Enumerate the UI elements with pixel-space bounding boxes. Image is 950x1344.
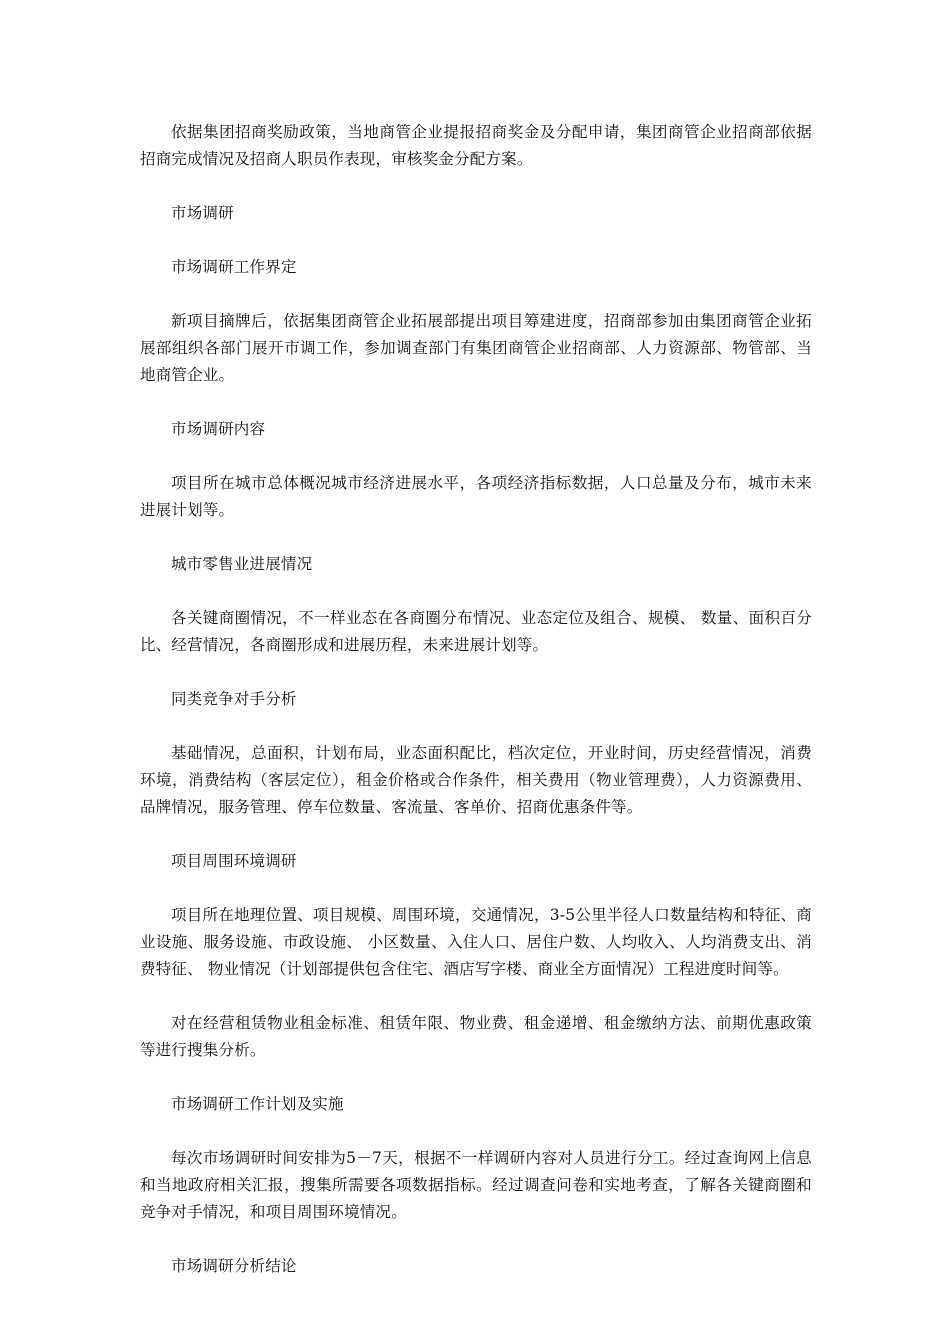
paragraph-surroundings-research: 项目所在地理位置、项目规模、周围环境，交通情况，3-5公里半径人口数量结构和特征、商业设施、服务设施、市政设施、 小区数量、入住人口、居住户数、人均收入、人均消费支出、消费特征、 物业情况（计划部提供包含住宅、酒店写字楼、商业全方面情况）工程进度时间等。 [140, 906, 812, 978]
paragraph-city-overview: 项目所在城市总体概况城市经济进展水平，各项经济指标数据，人口总量及分布，城市未来进展计划等。 [140, 474, 812, 519]
heading-market-research: 市场调研 [171, 204, 234, 222]
paragraph-rental-analysis: 对在经营租赁物业租金标准、租赁年限、物业费、租金递增、租金缴纳方法、前期优惠政策等进行搜集分析。 [140, 1014, 812, 1059]
paragraph-retail-development: 各关键商圈情况，不一样业态在各商圈分布情况、业态定位及组合、规模、 数量、面积百分比、经营情况，各商圈形成和进展历程，未来进展计划等。 [140, 609, 812, 654]
heading-research-definition: 市场调研工作界定 [171, 258, 297, 276]
paragraph-research-plan: 每次市场调研时间安排为5－7天，根据不一样调研内容对人员进行分工。经过查询网上信息和当地政府相关汇报，搜集所需要各项数据指标。经过调查问卷和实地考查，了解各关键商圈和竞争对手情况，和项目周围环境情况。 [140, 1149, 812, 1221]
heading-research-conclusion: 市场调研分析结论 [171, 1257, 297, 1275]
heading-retail-development: 城市零售业进展情况 [171, 555, 313, 573]
paragraph-bonus-review: 依据集团招商奖励政策，当地商管企业提报招商奖金及分配申请，集团商管企业招商部依据招商完成情况及招商人职员作表现，审核奖金分配方案。 [140, 123, 812, 168]
paragraph-research-definition: 新项目摘牌后，依据集团商管企业拓展部提出项目筹建进度，招商部参加由集团商管企业拓展部组织各部门展开市调工作，参加调查部门有集团商管企业招商部、人力资源部、物管部、当地商管企业。 [140, 312, 812, 384]
heading-competitor-analysis: 同类竞争对手分析 [171, 690, 297, 708]
heading-surroundings-research: 项目周围环境调研 [171, 852, 297, 870]
heading-research-content: 市场调研内容 [171, 420, 266, 438]
document-page [140, 119, 812, 1307]
heading-research-plan: 市场调研工作计划及实施 [171, 1095, 344, 1113]
paragraph-competitor-analysis: 基础情况，总面积，计划布局，业态面积配比，档次定位，开业时间，历史经营情况，消费环境，消费结构（客层定位），租金价格或合作条件，相关费用（物业管理费），人力资源费用、品牌情况，服务管理、停车位数量、客流量、客单价、招商优惠条件等。 [140, 744, 812, 816]
